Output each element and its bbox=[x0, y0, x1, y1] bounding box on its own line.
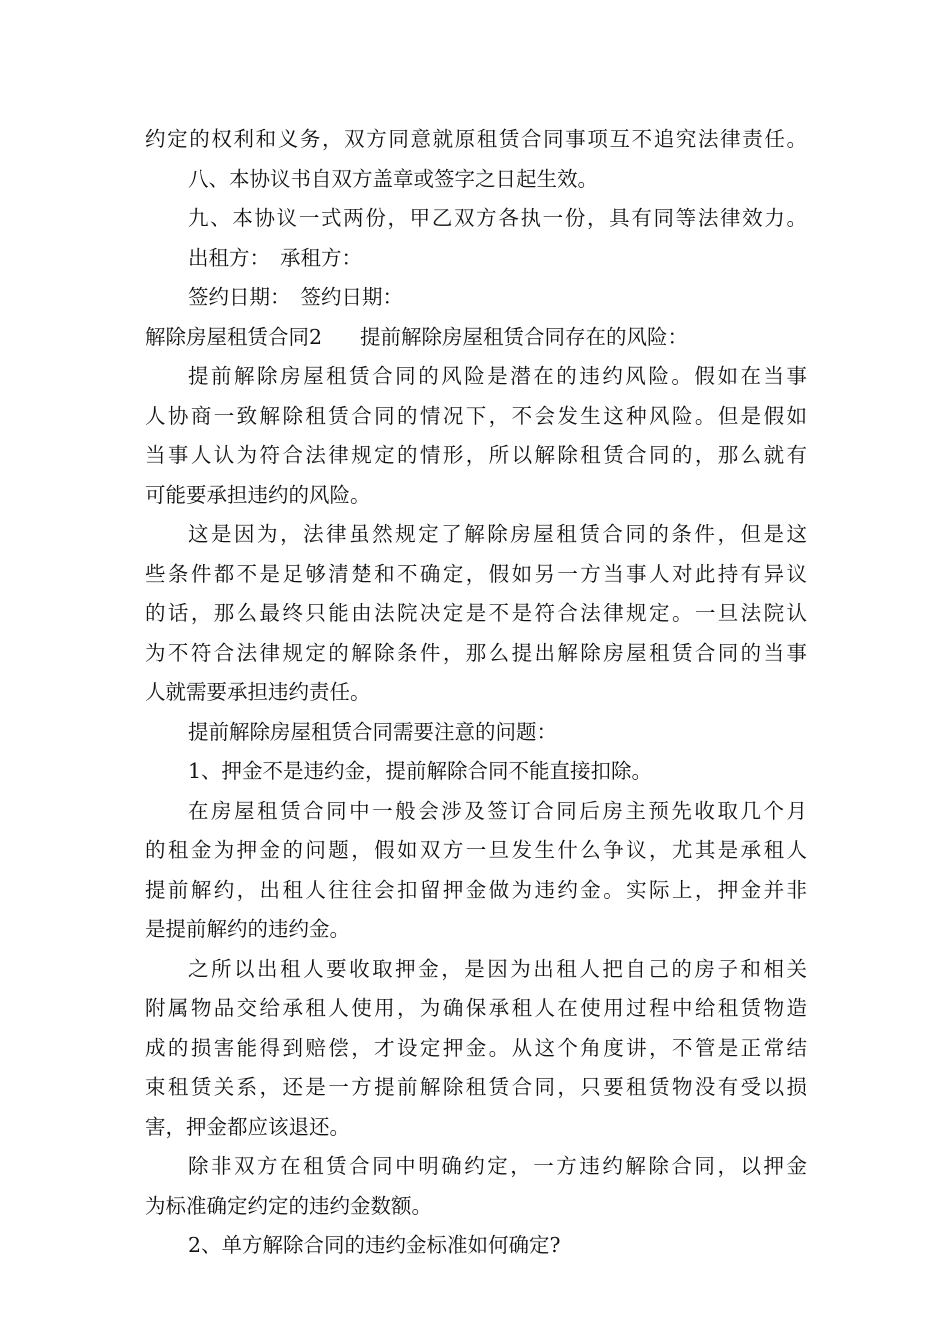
lessor-label: 出租方： bbox=[188, 245, 270, 270]
text-line: 这是因为，法律虽然规定了解除房屋租赁合同的条件，但是这 bbox=[188, 522, 807, 546]
text-line: 提前解除房屋租赁合同的风险是潜在的违约风险。假如在当事 bbox=[188, 364, 807, 388]
text-line: 束租赁关系，还是一方提前解除租赁合同，只要租赁物没有受以损 bbox=[145, 1075, 807, 1099]
text-line: 提前解约，出租人往往会扣留押金做为违约金。实际上，押金并非 bbox=[145, 877, 807, 902]
text-line: 的租金为押金的问题，假如双方一旦发生什么争议，尤其是承租人 bbox=[145, 838, 807, 862]
signature-parties-line bbox=[145, 239, 807, 279]
clause-eight: 八、本协议书自双方盖章或签字之日起生效。 bbox=[188, 166, 598, 191]
text-line: 可能要承担违约的风险。 bbox=[145, 482, 371, 507]
text-line: 些条件都不是足够清楚和不确定，假如另一方当事人对此持有异议 bbox=[145, 561, 807, 586]
text-line: 害，押金都应该退还。 bbox=[145, 1114, 350, 1139]
text-line: 的话，那么最终只能由法院决定是不是符合法律规定。一旦法院认 bbox=[145, 601, 807, 625]
lessee-label: 承租方： bbox=[280, 245, 362, 270]
lessor-date-label: 签约日期： bbox=[188, 285, 291, 309]
clause-nine: 九、本协议一式两份，甲乙双方各执一份，具有同等法律效力。 bbox=[188, 206, 807, 230]
document-body bbox=[145, 120, 807, 1266]
lessee-date-label: 签约日期： bbox=[300, 285, 403, 309]
section-heading-line bbox=[145, 318, 807, 358]
text-line: 当事人认为符合法律规定的情形，所以解除租赁合同的，那么就有 bbox=[145, 443, 807, 467]
section-subtitle: 提前解除房屋租赁合同存在的风险： bbox=[360, 324, 689, 349]
text-line: 成的损害能得到赔偿，才设定押金。从这个角度讲，不管是正常结 bbox=[145, 1035, 807, 1060]
text-line: 人就需要承担违约责任。 bbox=[145, 680, 371, 704]
text-line: 为不符合法律规定的解除条件，那么提出解除房屋租赁合同的当事 bbox=[145, 640, 807, 665]
section-title: 解除房屋租赁合同2 bbox=[145, 324, 323, 349]
text-line: 是提前解约的违约金。 bbox=[145, 917, 350, 941]
text-line: 之所以出租人要收取押金，是因为出租人把自己的房子和相关 bbox=[188, 956, 807, 981]
text-line: 约定的权利和义务，双方同意就原租赁合同事项互不追究法律责任。 bbox=[145, 127, 807, 151]
text-line: 为标准确定约定的违约金数额。 bbox=[145, 1193, 432, 1218]
signature-dates-line bbox=[145, 278, 807, 318]
subheading-line: 提前解除房屋租赁合同需要注意的问题： bbox=[188, 719, 557, 744]
text-line: 除非双方在租赁合同中明确约定，一方违约解除合同，以押金 bbox=[188, 1154, 807, 1178]
text-line: 附属物品交给承租人使用，为确保承租人在使用过程中给租赁物造 bbox=[145, 996, 807, 1020]
point-one: 1、押金不是违约金，提前解除合同不能直接扣除。 bbox=[188, 759, 653, 783]
text-line: 人协商一致解除租赁合同的情况下，不会发生这种风险。但是假如 bbox=[145, 403, 807, 428]
text-line: 在房屋租赁合同中一般会涉及签订合同后房主预先收取几个月 bbox=[188, 798, 807, 823]
point-two: 2、单方解除合同的违约金标准如何确定? bbox=[188, 1233, 561, 1257]
